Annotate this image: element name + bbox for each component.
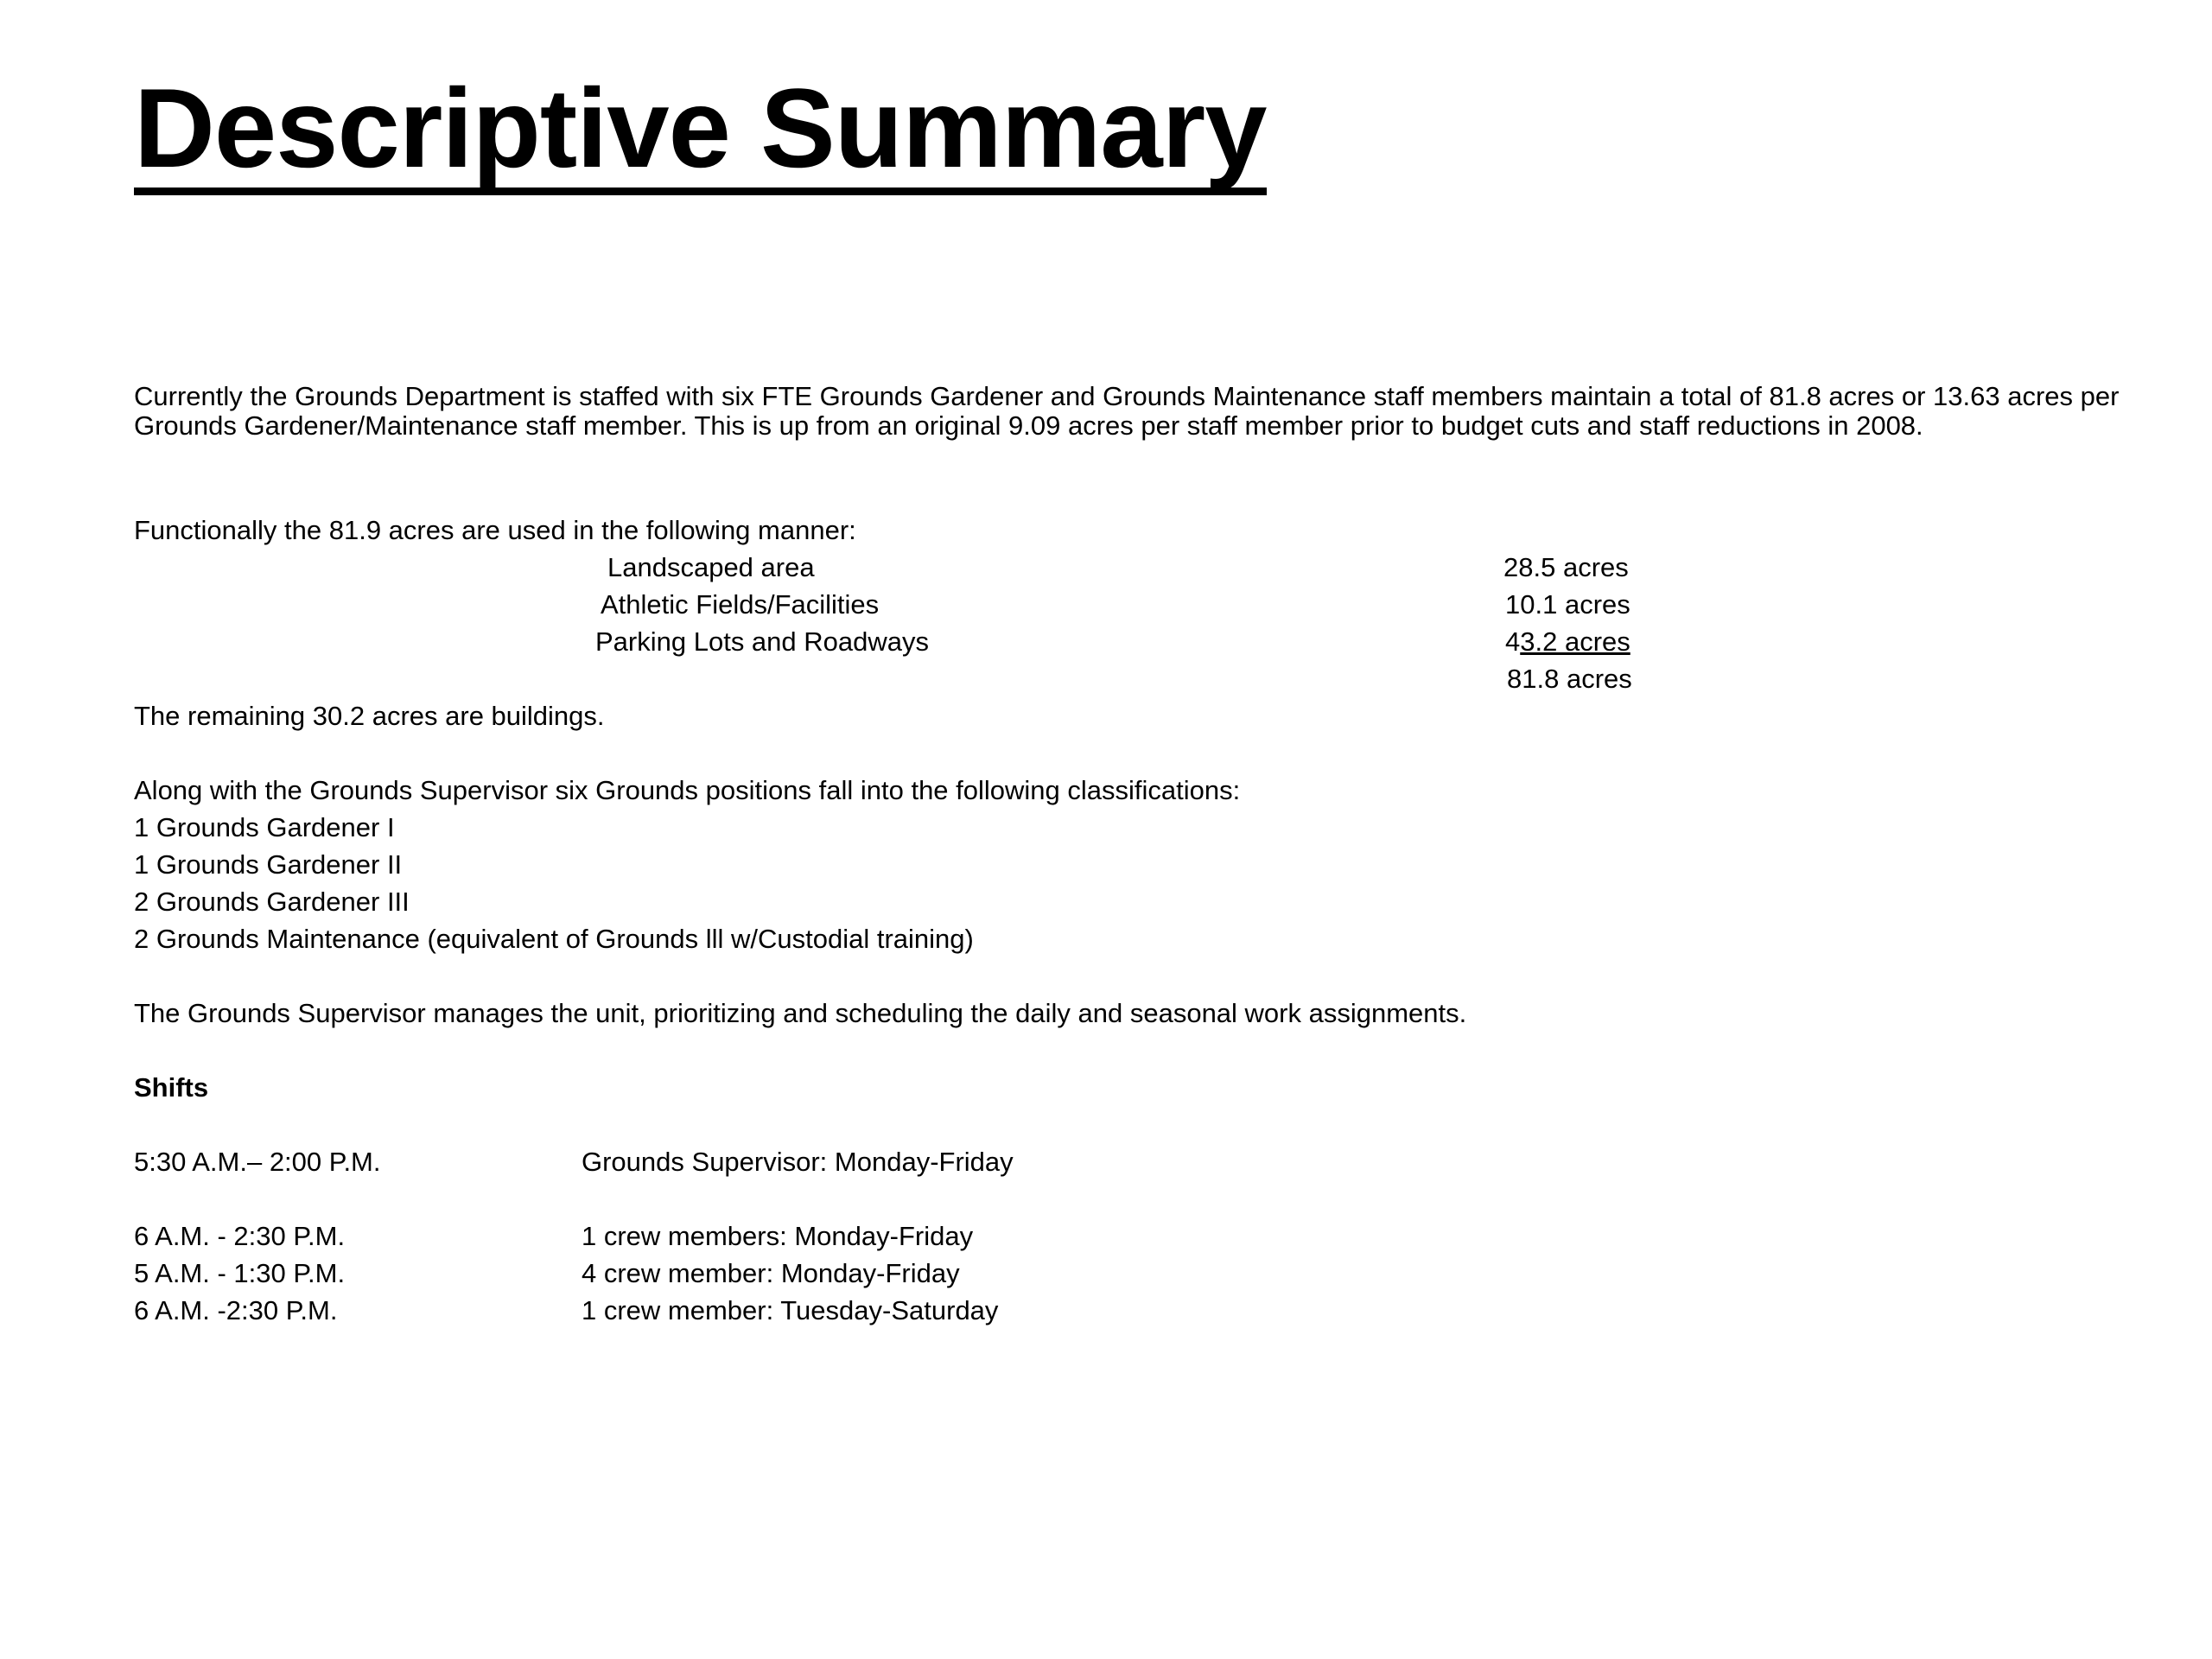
usage-value-parking [1505, 627, 1630, 657]
usage-label-athletic: Athletic Fields/Facilities [601, 589, 880, 620]
shift-desc: 4 crew member: Monday-Friday [582, 1258, 960, 1288]
classification-item: 1 Grounds Gardener II [134, 849, 403, 880]
remaining-note: The remaining 30.2 acres are buildings. [134, 701, 605, 731]
classifications-intro: Along with the Grounds Supervisor six Grounds positions fall into the following classifications: [134, 775, 1241, 805]
usage-value-parking-underlined: 3.2 acres [1520, 626, 1630, 657]
shifts-heading: Shifts [134, 1072, 209, 1103]
shift-desc: Grounds Supervisor: Monday-Friday [582, 1147, 1014, 1177]
shift-time: 5 A.M. - 1:30 P.M. [134, 1258, 346, 1288]
usage-total: 81.8 acres [1507, 664, 1632, 694]
shift-desc: 1 crew members: Monday-Friday [582, 1221, 974, 1251]
usage-label-parking: Parking Lots and Roadways [595, 626, 930, 657]
supervisor-note: The Grounds Supervisor manages the unit, prioritizing and scheduling the daily and seasonal work assignments. [134, 998, 1467, 1028]
intro-paragraph: Currently the Grounds Department is staffed with six FTE Grounds Gardener and Grounds Maintenance staff members maintain a total of 81.8 acres or 13.63 acres per Grounds Gardener/Maintenance staff member. This is up from an original 9.09 acres per staff member prior to budget cuts and staff reductions in 2008. [134, 381, 2120, 441]
usage-value-landscaped: 28.5 acres [1503, 552, 1629, 582]
shift-time: 6 A.M. - 2:30 P.M. [134, 1221, 346, 1251]
classification-item: 2 Grounds Gardener III [134, 887, 410, 917]
shift-time: 5:30 A.M.– 2:00 P.M. [134, 1147, 381, 1177]
page-title: Descriptive Summary [134, 72, 1267, 195]
usage-label-landscaped: Landscaped area [607, 552, 815, 582]
shift-desc: 1 crew member: Tuesday-Saturday [582, 1295, 999, 1325]
shift-time: 6 A.M. -2:30 P.M. [134, 1295, 338, 1325]
usage-value-athletic: 10.1 acres [1505, 589, 1630, 620]
classification-item: 2 Grounds Maintenance (equivalent of Grounds lll w/Custodial training) [134, 924, 974, 954]
usage-intro: Functionally the 81.9 acres are used in the following manner: [134, 515, 856, 545]
classification-item: 1 Grounds Gardener I [134, 812, 395, 842]
usage-value-parking-prefix: 4 [1505, 626, 1521, 657]
